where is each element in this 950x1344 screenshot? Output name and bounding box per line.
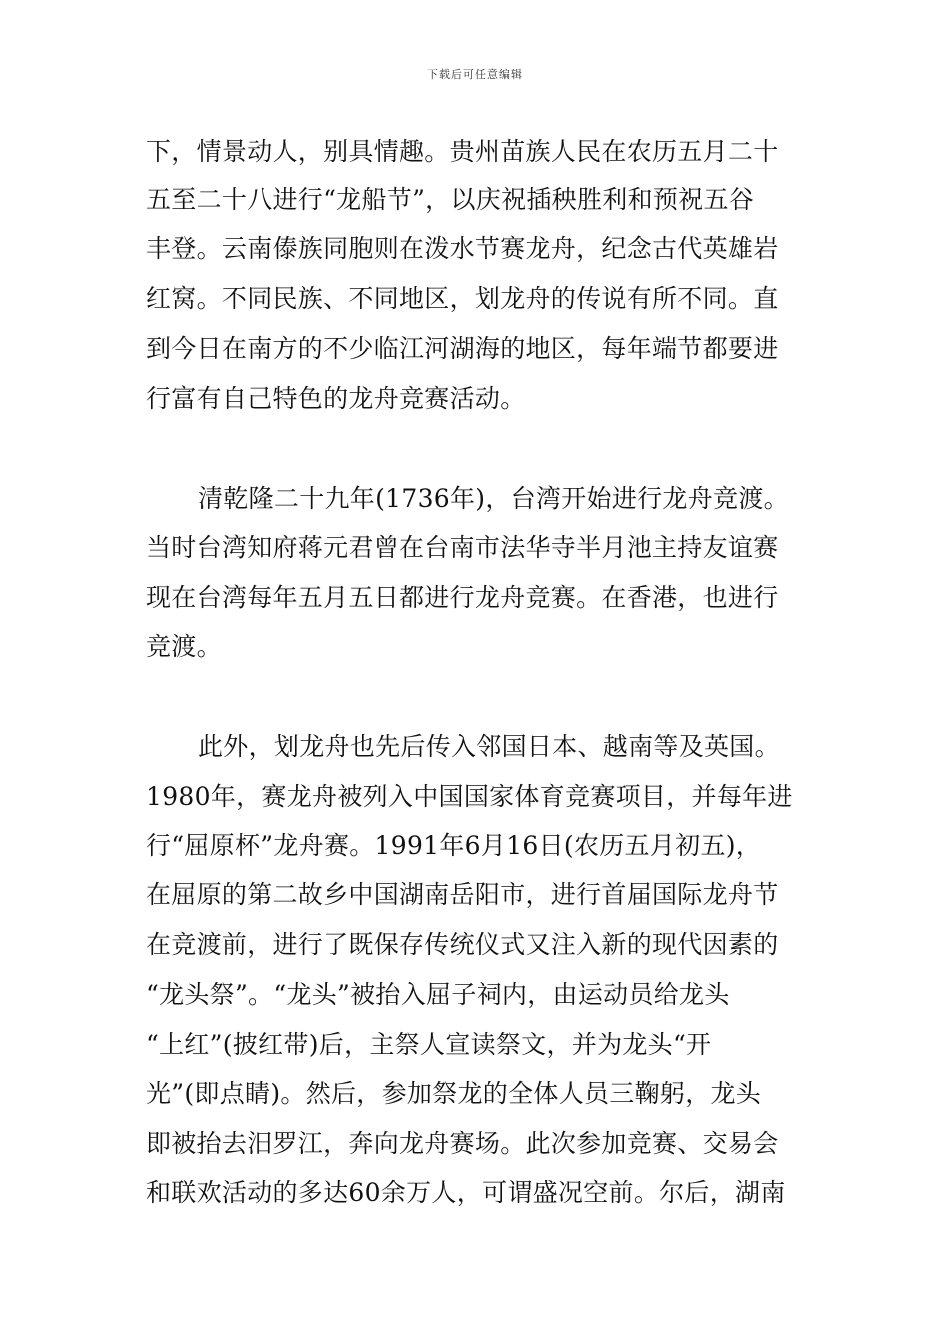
text-line: 在屈原的第二故乡中国湖南岳阳市，进行首届国际龙舟节 <box>146 880 779 909</box>
text-line: 1980年，赛龙舟被列入中国国家体育竞赛项目，并每年进 <box>146 782 793 811</box>
text-line: “龙头祭”。“龙头”被抬入屈子祠内，由运动员给龙头 <box>146 980 730 1009</box>
text-line: 红窝。不同民族、不同地区，划龙舟的传说有所不同。直 <box>146 284 779 313</box>
text-line: 光”(即点睛)。然后，参加祭龙的全体人员三鞠躬，龙头 <box>146 1079 762 1108</box>
text-line: 行“屈原杯”龙舟赛。1991年6月16日(农历五月初五)， <box>146 831 762 860</box>
text-line: 下，情景动人，别具情趣。贵州苗族人民在农历五月二十 <box>146 137 779 166</box>
text-line: 即被抬去汨罗江，奔向龙舟赛场。此次参加竞赛、交易会 <box>146 1129 779 1158</box>
text-line: 竞渡。 <box>146 632 222 661</box>
text-line: 和联欢活动的多达60余万人，可谓盛况空前。尔后，湖南 <box>146 1178 786 1207</box>
text-line: 在竞渡前，进行了既保存传统仪式又注入新的现代因素的 <box>146 930 779 959</box>
text-line: 行富有自己特色的龙舟竞赛活动。 <box>146 384 526 413</box>
text-line: 清乾隆二十九年(1736年)，台湾开始进行龙舟竞渡。 <box>198 484 789 513</box>
text-line: 现在台湾每年五月五日都进行龙舟竞赛。在香港，也进行 <box>146 583 779 612</box>
text-line: 此外，划龙舟也先后传入邻国日本、越南等及英国。 <box>198 732 780 761</box>
text-line: 到今日在南方的不少临江河湖海的地区，每年端节都要进 <box>146 334 779 363</box>
text-line: 五至二十八进行“龙船节”，以庆祝插秧胜利和预祝五谷 <box>146 185 755 214</box>
text-line: 丰登。云南傣族同胞则在泼水节赛龙舟，纪念古代英雄岩 <box>146 234 779 263</box>
text-line: 当时台湾知府蒋元君曾在台南市法华寺半月池主持友谊赛 <box>146 533 779 562</box>
page-header: 下载后可任意编辑 <box>427 68 523 81</box>
text-line: “上红”(披红带)后，主祭人宣读祭文，并为龙头“开 <box>146 1030 712 1059</box>
